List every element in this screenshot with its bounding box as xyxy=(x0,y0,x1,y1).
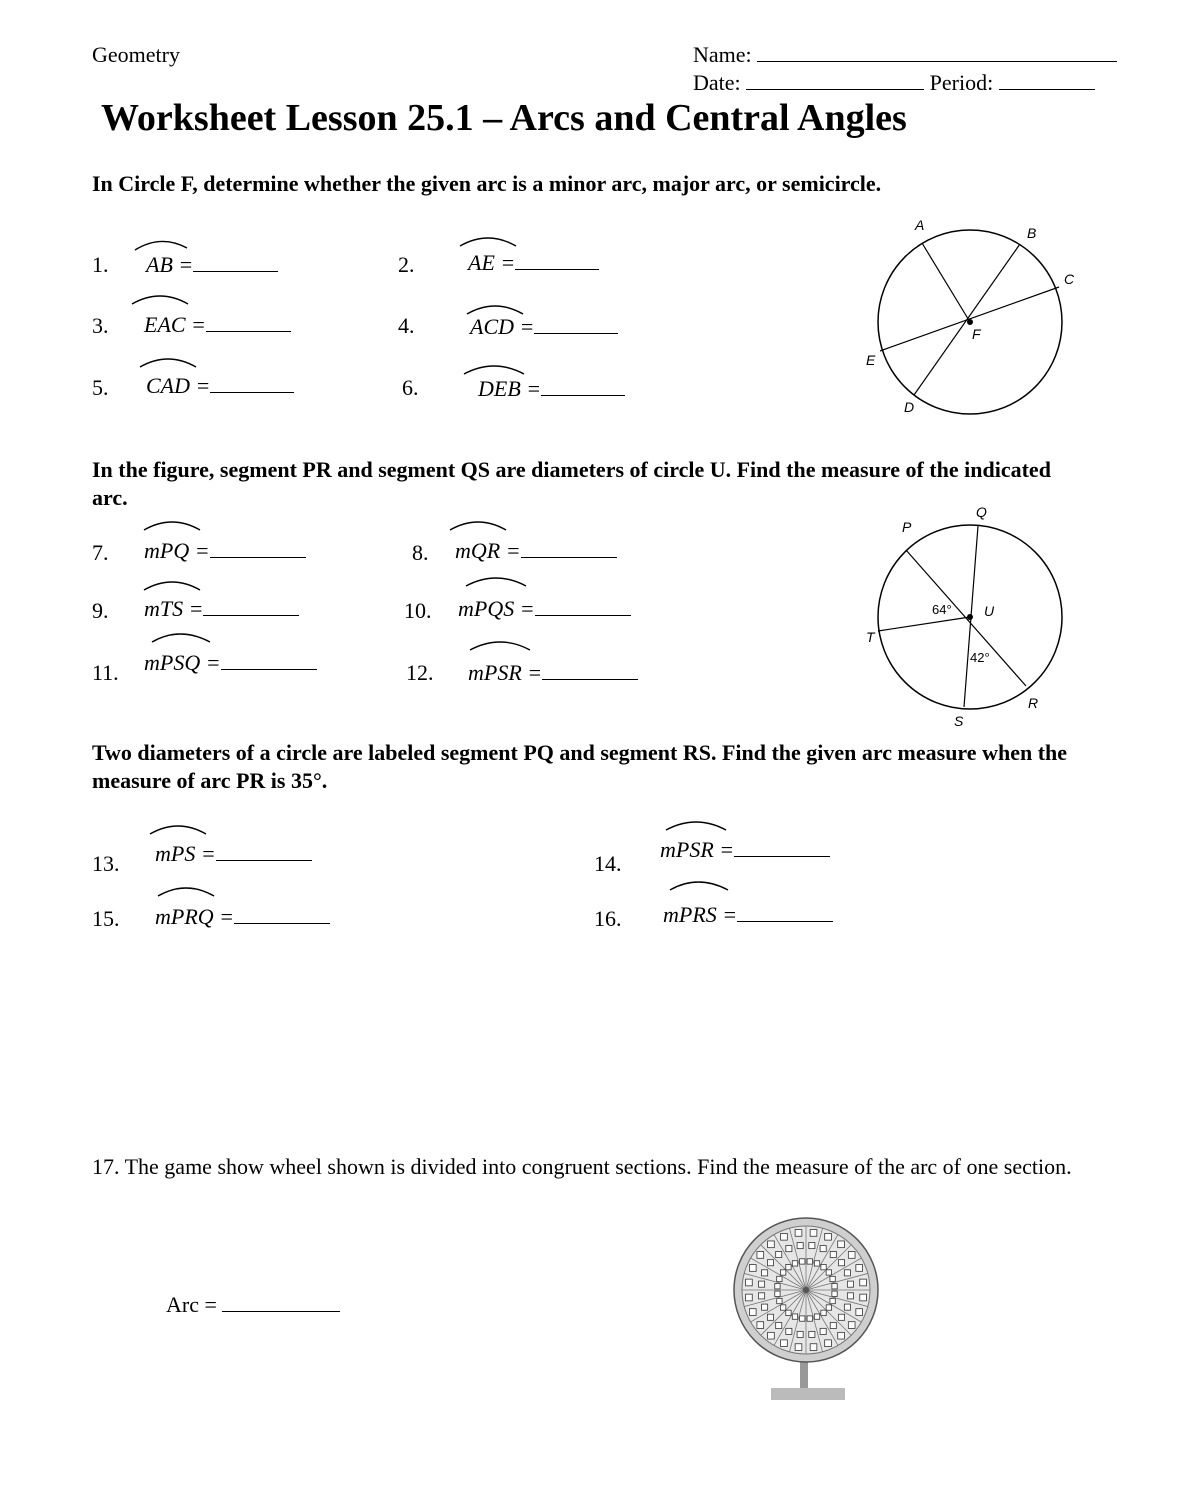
problem-expression: mPS = xyxy=(155,841,216,866)
wheel-peg xyxy=(797,1243,803,1249)
problem-number: 9. xyxy=(92,598,109,623)
problem-16[interactable] xyxy=(663,902,833,928)
wheel-peg xyxy=(832,1291,837,1296)
problem-expression: mPQS = xyxy=(458,596,535,621)
problem-6[interactable] xyxy=(478,376,625,402)
answer-blank[interactable] xyxy=(222,1293,340,1312)
wheel-peg xyxy=(848,1252,855,1259)
wheel-peg xyxy=(767,1314,773,1320)
answer-blank[interactable] xyxy=(515,251,599,270)
date-period-field[interactable] xyxy=(693,70,1095,96)
arc-symbol xyxy=(138,355,200,369)
wheel-peg xyxy=(759,1293,765,1299)
problem-expression: mPSQ = xyxy=(144,650,221,675)
wheel-peg xyxy=(746,1279,753,1286)
center-point-f xyxy=(967,319,973,325)
wheel-peg xyxy=(821,1310,826,1315)
answer-blank[interactable] xyxy=(734,838,830,857)
wheel-peg xyxy=(776,1251,782,1257)
arc-symbol xyxy=(468,638,534,652)
problem-7[interactable] xyxy=(144,538,306,564)
wheel-peg xyxy=(762,1270,768,1276)
answer-blank[interactable] xyxy=(737,903,833,922)
game-show-wheel xyxy=(720,1208,890,1408)
wheel-peg xyxy=(775,1291,780,1296)
wheel-peg xyxy=(781,1233,788,1240)
label-s: S xyxy=(954,713,964,729)
wheel-peg xyxy=(807,1259,812,1264)
label-c: C xyxy=(1064,271,1075,287)
answer-blank[interactable] xyxy=(541,377,625,396)
label-p: P xyxy=(902,519,912,535)
wheel-peg xyxy=(848,1322,855,1329)
arc-symbol xyxy=(156,884,218,898)
problem-expression: mTS = xyxy=(144,596,204,621)
wheel-peg xyxy=(826,1305,831,1310)
arc-symbol xyxy=(668,878,732,892)
problem-3[interactable] xyxy=(144,312,291,338)
wheel-peg xyxy=(814,1314,819,1319)
problem-5[interactable] xyxy=(146,373,294,399)
section3-instruction: Two diameters of a circle are labeled segment PQ and segment RS. Find the given arc measure when the measure of arc PR is 35°. xyxy=(92,740,1068,793)
wheel-peg xyxy=(786,1264,791,1269)
answer-blank[interactable] xyxy=(210,539,306,558)
wheel-peg xyxy=(775,1284,780,1289)
problem-13[interactable] xyxy=(155,841,312,867)
answer-blank[interactable] xyxy=(193,253,278,272)
problem-number: 3. xyxy=(92,313,109,338)
wheel-peg xyxy=(768,1241,775,1248)
problem-expression: mPQ = xyxy=(144,538,210,563)
wheel-peg xyxy=(781,1340,788,1347)
wheel-peg xyxy=(767,1260,773,1266)
wheel-peg xyxy=(792,1261,797,1266)
wheel-peg xyxy=(844,1304,850,1310)
problem-17-answer[interactable] xyxy=(166,1292,340,1318)
arc-symbol xyxy=(448,518,510,532)
wheel-peg xyxy=(821,1264,826,1269)
page-title: Worksheet Lesson 25.1 – Arcs and Central Angles xyxy=(101,97,907,139)
wheel-peg xyxy=(860,1279,867,1286)
angle-label-64: 64° xyxy=(932,602,952,617)
wheel-peg xyxy=(820,1328,826,1334)
wheel-peg xyxy=(776,1322,782,1328)
arc-symbol xyxy=(133,238,193,252)
wheel-peg xyxy=(856,1309,863,1316)
problem-number: 6. xyxy=(402,375,419,400)
wheel-peg xyxy=(786,1328,792,1334)
wheel-hub xyxy=(803,1287,809,1293)
answer-blank[interactable] xyxy=(534,315,618,334)
arc-symbol xyxy=(458,234,518,248)
label-r: R xyxy=(1028,695,1039,711)
label-a: A xyxy=(915,217,925,233)
wheel-peg xyxy=(847,1281,853,1287)
wheel-peg xyxy=(809,1243,815,1249)
wheel-peg xyxy=(786,1246,792,1252)
wheel-peg xyxy=(826,1270,831,1275)
label-f: F xyxy=(972,326,981,342)
arc-symbol xyxy=(464,574,530,588)
wheel-peg xyxy=(830,1251,836,1257)
wheel-peg xyxy=(844,1270,850,1276)
wheel-peg xyxy=(749,1265,756,1272)
circle-u-figure xyxy=(858,500,1088,735)
wheel-peg xyxy=(746,1294,753,1301)
wheel-peg xyxy=(749,1309,756,1316)
answer-blank[interactable] xyxy=(521,539,617,558)
wheel-peg xyxy=(830,1276,835,1281)
problem-expression: mPSR = xyxy=(660,837,735,862)
wheel-peg xyxy=(838,1260,844,1266)
date-blank[interactable] xyxy=(746,71,924,90)
wheel-peg xyxy=(795,1230,802,1237)
answer-blank[interactable] xyxy=(221,651,317,670)
course-label: Geometry xyxy=(92,42,180,67)
problem-15[interactable] xyxy=(155,904,330,930)
problem-number: 1. xyxy=(92,252,109,277)
angle-label-42: 42° xyxy=(970,650,990,665)
wheel-peg xyxy=(814,1261,819,1266)
wheel-peg xyxy=(860,1294,867,1301)
wheel-peg xyxy=(807,1316,812,1321)
problem-expression: mPRS = xyxy=(663,902,738,927)
period-blank[interactable] xyxy=(999,71,1095,90)
wheel-peg xyxy=(809,1331,815,1337)
problem-number: 7. xyxy=(92,540,109,565)
answer-blank[interactable] xyxy=(206,313,291,332)
wheel-peg xyxy=(780,1270,785,1275)
wheel-base xyxy=(771,1388,845,1400)
wheel-peg xyxy=(832,1284,837,1289)
label-b: B xyxy=(1027,225,1037,241)
label-d: D xyxy=(904,399,915,415)
problem-expression: mPRQ = xyxy=(155,904,234,929)
wheel-peg xyxy=(759,1281,765,1287)
problem-11[interactable] xyxy=(144,650,317,676)
problem-number: 10. xyxy=(404,598,432,623)
wheel-peg xyxy=(847,1293,853,1299)
wheel-peg xyxy=(810,1230,817,1237)
arc-symbol xyxy=(130,292,192,306)
wheel-peg xyxy=(820,1246,826,1252)
problem-number: 8. xyxy=(412,540,429,565)
wheel-peg xyxy=(838,1332,845,1339)
wheel-peg xyxy=(762,1304,768,1310)
segment-ce xyxy=(880,287,1059,351)
label-e: E xyxy=(866,352,876,368)
wheel-peg xyxy=(780,1305,785,1310)
name-label: Name: xyxy=(693,42,752,67)
wheel-peg xyxy=(810,1344,817,1351)
arc-symbol xyxy=(664,818,730,832)
arc-symbol xyxy=(142,518,204,532)
wheel-peg xyxy=(856,1265,863,1272)
problem-expression: mPSR = xyxy=(468,660,543,685)
answer-blank[interactable] xyxy=(542,661,638,680)
segment-tu xyxy=(878,617,970,631)
wheel-peg xyxy=(777,1276,782,1281)
section2-instruction: In the figure, segment PR and segment QS are diameters of circle U. Find the measure of the indicated arc. xyxy=(92,457,1051,510)
problem-10[interactable] xyxy=(458,596,631,622)
problem-number: 4. xyxy=(398,313,415,338)
problem-expression: mQR = xyxy=(455,538,521,563)
problem-14[interactable] xyxy=(660,837,830,863)
problem-9[interactable] xyxy=(144,596,299,622)
arc-symbol xyxy=(462,362,528,376)
wheel-peg xyxy=(797,1331,803,1337)
answer-blank[interactable] xyxy=(203,597,299,616)
problem-expression: EAC = xyxy=(144,312,206,337)
wheel-peg xyxy=(825,1340,832,1347)
wheel-peg xyxy=(838,1241,845,1248)
label-t: T xyxy=(866,629,875,645)
period-label: Period: xyxy=(929,70,994,95)
answer-blank[interactable] xyxy=(234,905,330,924)
answer-blank[interactable] xyxy=(210,374,294,393)
segment-af xyxy=(922,243,970,322)
wheel-peg xyxy=(757,1322,764,1329)
arc-symbol xyxy=(142,578,204,592)
problem-1[interactable] xyxy=(146,252,278,278)
wheel-peg xyxy=(786,1310,791,1315)
circle-f-figure xyxy=(858,210,1088,430)
problem-expression: AE = xyxy=(468,250,516,275)
wheel-peg xyxy=(838,1314,844,1320)
problem-17-text: 17. The game show wheel shown is divided into congruent sections. Find the measure of the arc of one section. xyxy=(92,1154,1072,1179)
label-q: Q xyxy=(976,504,987,520)
wheel-peg xyxy=(800,1259,805,1264)
problem-number: 2. xyxy=(398,252,415,277)
wheel-peg xyxy=(757,1252,764,1259)
wheel-peg xyxy=(800,1316,805,1321)
center-point-u xyxy=(967,614,973,620)
problem-expression: ACD = xyxy=(470,314,535,339)
problem-expression: AB = xyxy=(146,252,194,277)
wheel-peg xyxy=(768,1332,775,1339)
problem-8[interactable] xyxy=(455,538,617,564)
arc-answer-label: Arc = xyxy=(166,1292,217,1317)
answer-blank[interactable] xyxy=(535,597,631,616)
wheel-peg xyxy=(777,1298,782,1303)
wheel-peg xyxy=(792,1314,797,1319)
problem-expression: DEB = xyxy=(478,376,542,401)
problem-expression: CAD = xyxy=(146,373,211,398)
date-label: Date: xyxy=(693,70,741,95)
name-blank[interactable] xyxy=(757,43,1117,62)
answer-blank[interactable] xyxy=(216,842,312,861)
arc-symbol xyxy=(148,822,210,836)
arc-symbol xyxy=(150,630,214,644)
problem-number: 12. xyxy=(406,660,434,685)
problem-number: 15. xyxy=(92,906,120,931)
wheel-peg xyxy=(830,1298,835,1303)
name-field[interactable] xyxy=(693,42,1117,68)
problem-number: 14. xyxy=(594,851,622,876)
problem-12[interactable] xyxy=(468,660,638,686)
problem-4[interactable] xyxy=(470,314,618,340)
problem-number: 13. xyxy=(92,851,120,876)
wheel-body xyxy=(734,1218,878,1362)
wheel-peg xyxy=(825,1233,832,1240)
problem-2[interactable] xyxy=(468,250,599,276)
label-u: U xyxy=(984,603,995,619)
section1-instruction: In Circle F, determine whether the given arc is a minor arc, major arc, or semicircle. xyxy=(92,171,882,196)
problem-number: 5. xyxy=(92,375,109,400)
wheel-peg xyxy=(795,1344,802,1351)
problem-number: 11. xyxy=(92,660,119,685)
wheel-peg xyxy=(830,1322,836,1328)
problem-number: 16. xyxy=(594,906,622,931)
